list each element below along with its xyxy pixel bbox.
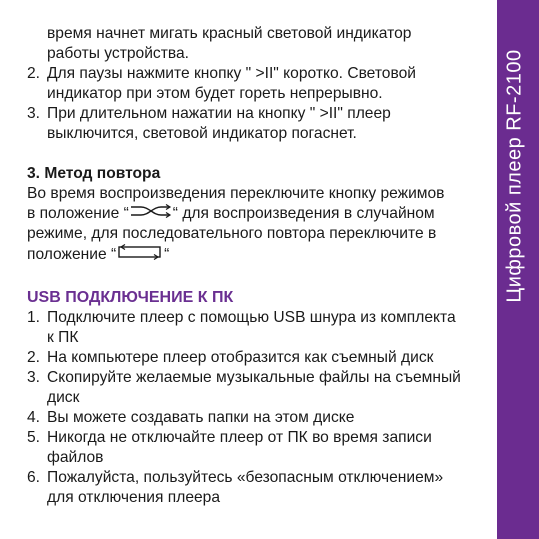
list-item [0,368,490,408]
list-item [0,308,490,348]
paragraph-line [0,204,490,224]
paragraph-text: положение “ [27,246,117,264]
list-line: Вы можете создавать папки на этом диске [47,409,355,427]
manual-page-content [0,24,490,508]
list-line: На компьютере плеер отобразится как съемный диск [47,349,434,367]
list-number: 4. [27,409,41,427]
list-line: файлов [47,449,104,467]
list-line: к ПК [47,329,79,347]
list-item [0,348,490,368]
list-number: 1. [27,309,41,327]
list-line: для отключения плеера [47,489,221,507]
list-item [0,468,490,508]
list-number: 6. [27,469,41,487]
list-number: 3. [27,369,41,387]
list-item [0,428,490,468]
list-number: 5. [27,429,41,447]
list-number: 2. [27,349,41,367]
repeat-loop-icon [116,244,164,266]
paragraph-text: “ [164,246,170,264]
shuffle-arrows-icon [129,204,173,224]
list-line: Для паузы нажмите кнопку " >II" коротко. Световой [47,65,416,82]
list-number: 2. [27,65,41,82]
list-item [0,64,490,104]
paragraph-line [0,244,490,266]
list-line: работы устройства. [47,45,189,62]
repeat-mode-paragraph [0,184,490,266]
list-line: индикатор при этом будет гореть непрерывно. [47,85,383,102]
list-line: При длительном нажатии на кнопку " >II" плеер [47,105,391,122]
list-line: Пожалуйста, пользуйтесь «безопасным отключением» [47,469,444,487]
usb-connection-heading: USB ПОДКЛЮЧЕНИЕ К ПК [27,289,234,307]
list-line: Скопируйте желаемые музыкальные файлы на съемный [47,369,461,387]
step-1-continuation [0,24,490,64]
paragraph-line: Во время воспроизведения переключите кнопку режимов [27,185,445,202]
list-item [0,408,490,428]
list-line: диск [47,389,80,407]
paragraph-line: режиме, для последовательного повтора переключите в [27,225,437,243]
list-line: Подключите плеер с помощью USB шнура из комплекта [47,309,456,327]
list-line: выключится, световой индикатор погаснет. [47,125,357,142]
paragraph-text: в положение “ [27,205,129,223]
sidebar-title: Цифровой плеер RF-2100 [503,49,526,303]
list-number: 3. [27,105,41,122]
list-line: Никогда не отключайте плеер от ПК во время записи [47,429,432,447]
paragraph-text: “ для воспроизведения в случайном [172,205,435,223]
list-item [0,104,490,144]
repeat-mode-heading: 3. Метод повтора [27,165,161,182]
list-line: время начнет мигать красный световой индикатор [47,25,412,42]
